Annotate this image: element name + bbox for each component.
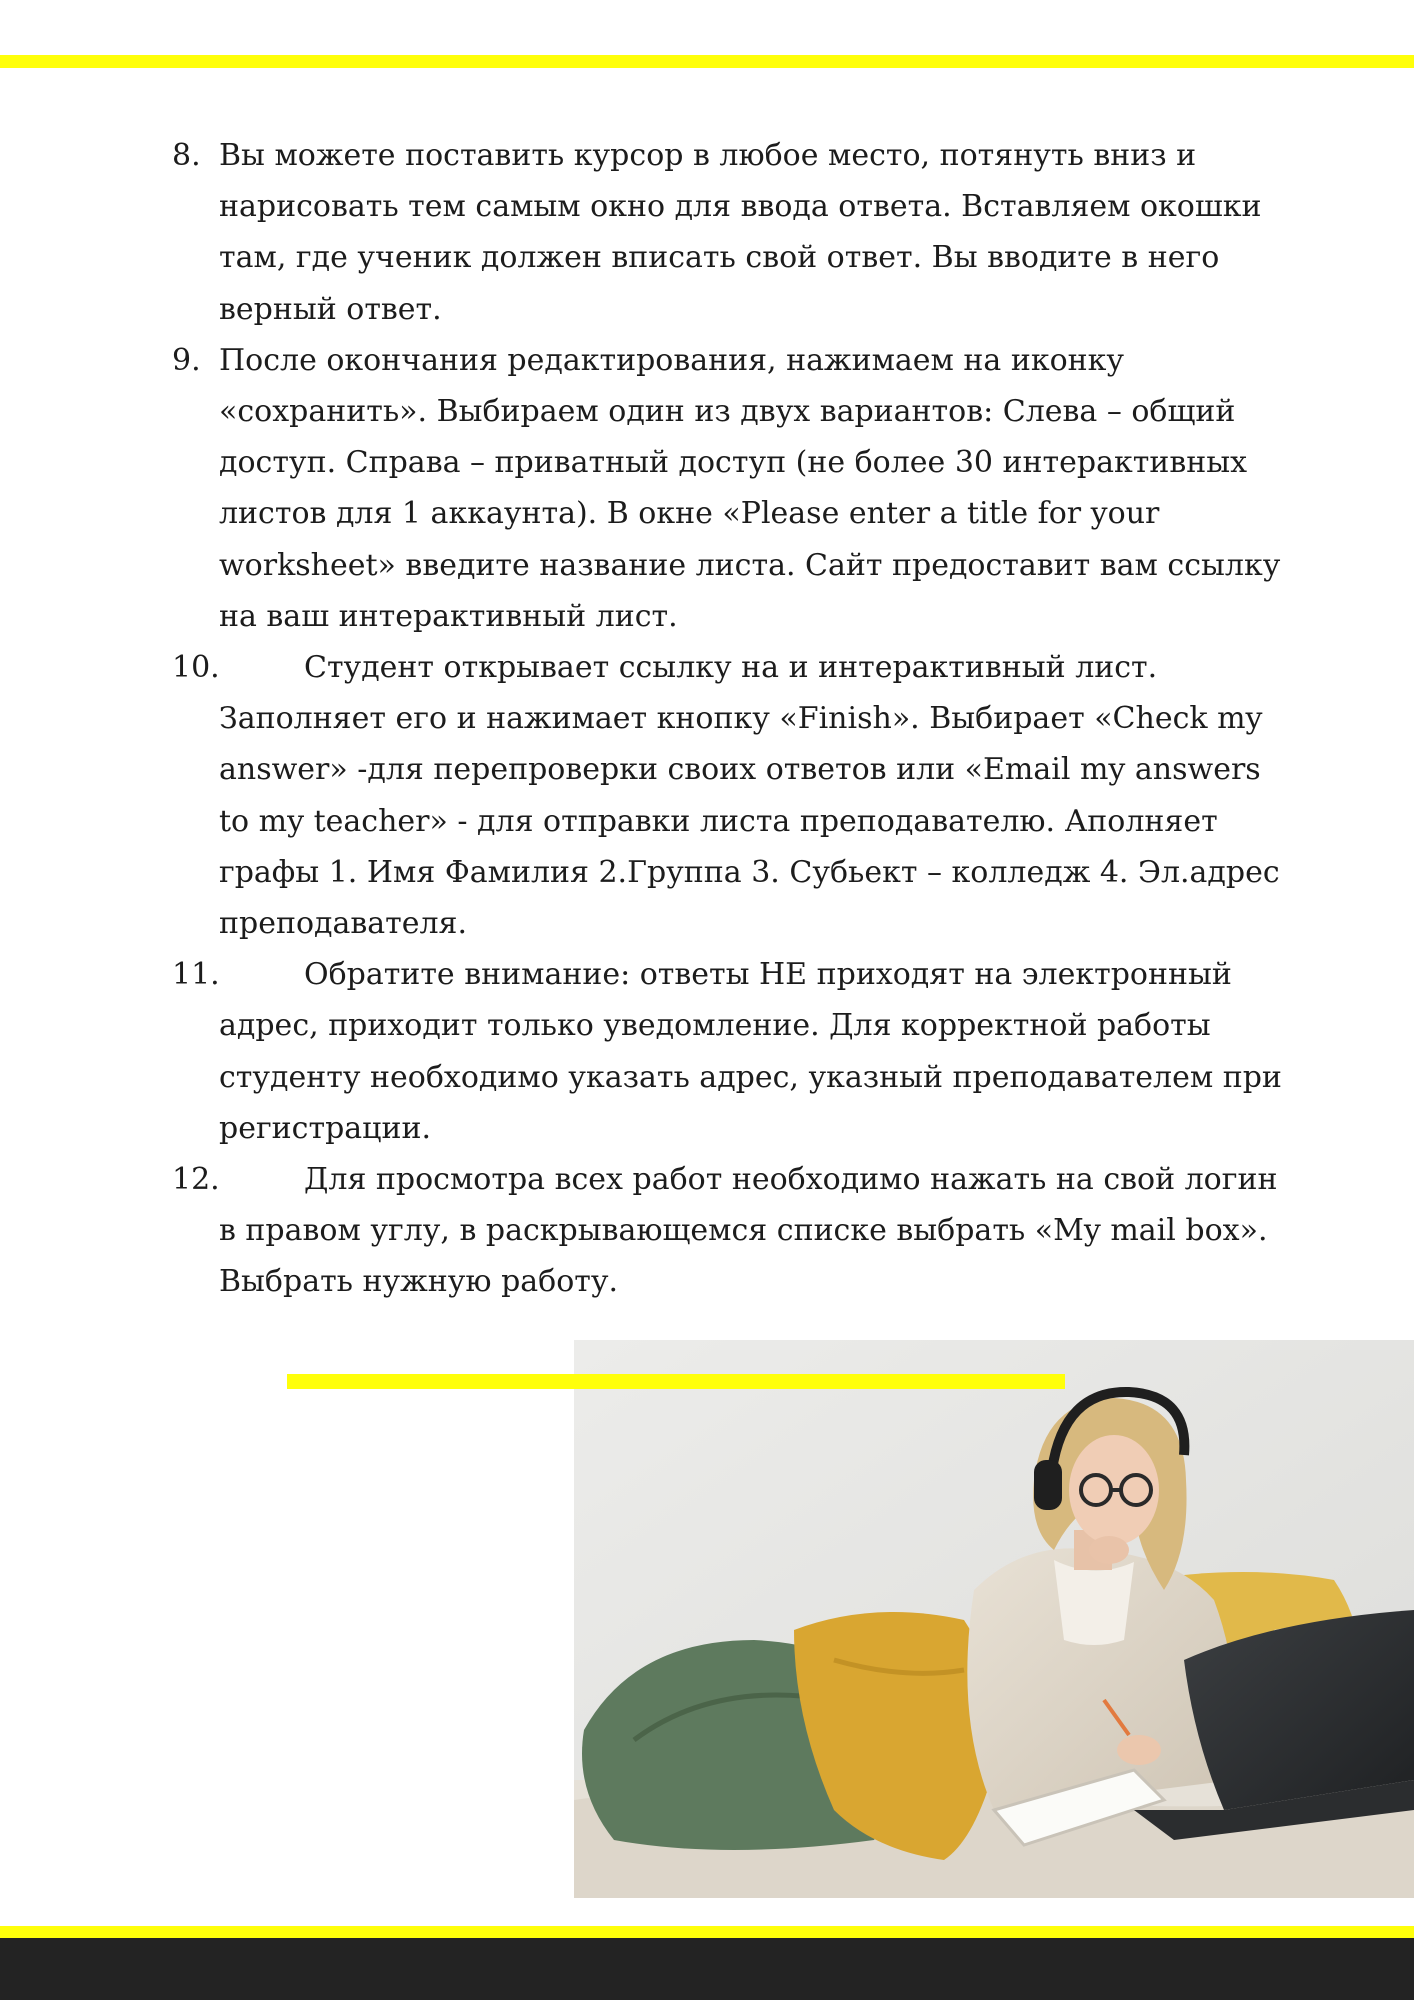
list-item xyxy=(172,949,1292,1154)
list-item xyxy=(172,130,1292,335)
item-text: Обратите внимание: ответы НЕ приходят на электронный адрес, приходит только уведомление. Для корректной работы студенту необходимо указать адрес, указный преподавателем при регистрации. xyxy=(219,957,1282,1146)
bottom-accent-band xyxy=(0,1926,1414,1938)
item-number: 12. xyxy=(172,1162,220,1198)
item-number: 9. xyxy=(172,342,201,378)
top-accent-band xyxy=(0,55,1414,68)
list-item xyxy=(172,335,1292,642)
list-item xyxy=(172,1154,1292,1308)
item-number: 8. xyxy=(172,138,201,173)
instruction-list xyxy=(172,130,1292,1308)
item-text: Вы можете поставить курсор в любое место, потянуть вниз и нарисовать тем самым окно для ввода ответа. Вставляем окошки там, где ученик должен вписать свой ответ. Вы вводите в него верный ответ. xyxy=(219,138,1262,327)
student-with-laptop-photo xyxy=(574,1340,1414,1898)
item-number: 10. xyxy=(172,650,220,686)
footer-bar xyxy=(0,1938,1414,2000)
list-item xyxy=(172,642,1292,949)
item-text: Для просмотра всех работ необходимо нажать на свой логин в правом углу, в раскрывающемся списке выбрать «My mail box». Выбрать нужную работу. xyxy=(219,1162,1278,1300)
item-number: 11. xyxy=(172,957,220,993)
item-text: Студент открывает ссылку на и интерактивный лист. Заполняет его и нажимает кнопку «Finish». Выбирает «Check my answer» -для перепроверки своих ответов или «Email my answers to my teacher» - для отправки листа преподавателю. Аполняет графы 1. Имя Фамилия 2.Группа 3. Субьект – колледж 4. Эл.адрес преподавателя. xyxy=(219,650,1280,942)
middle-accent-band xyxy=(287,1374,1065,1389)
item-text: После окончания редактирования, нажимаем на иконку «сохранить». Выбираем один из двух вариантов: Слева – общий доступ. Справа – приватный доступ (не более 30 интерактивных листов для 1 аккаунта). В окне «Please enter a title for your worksheet» введите название листа. Сайт предоставит вам ссылку на ваш интерактивный лист. xyxy=(219,342,1281,634)
